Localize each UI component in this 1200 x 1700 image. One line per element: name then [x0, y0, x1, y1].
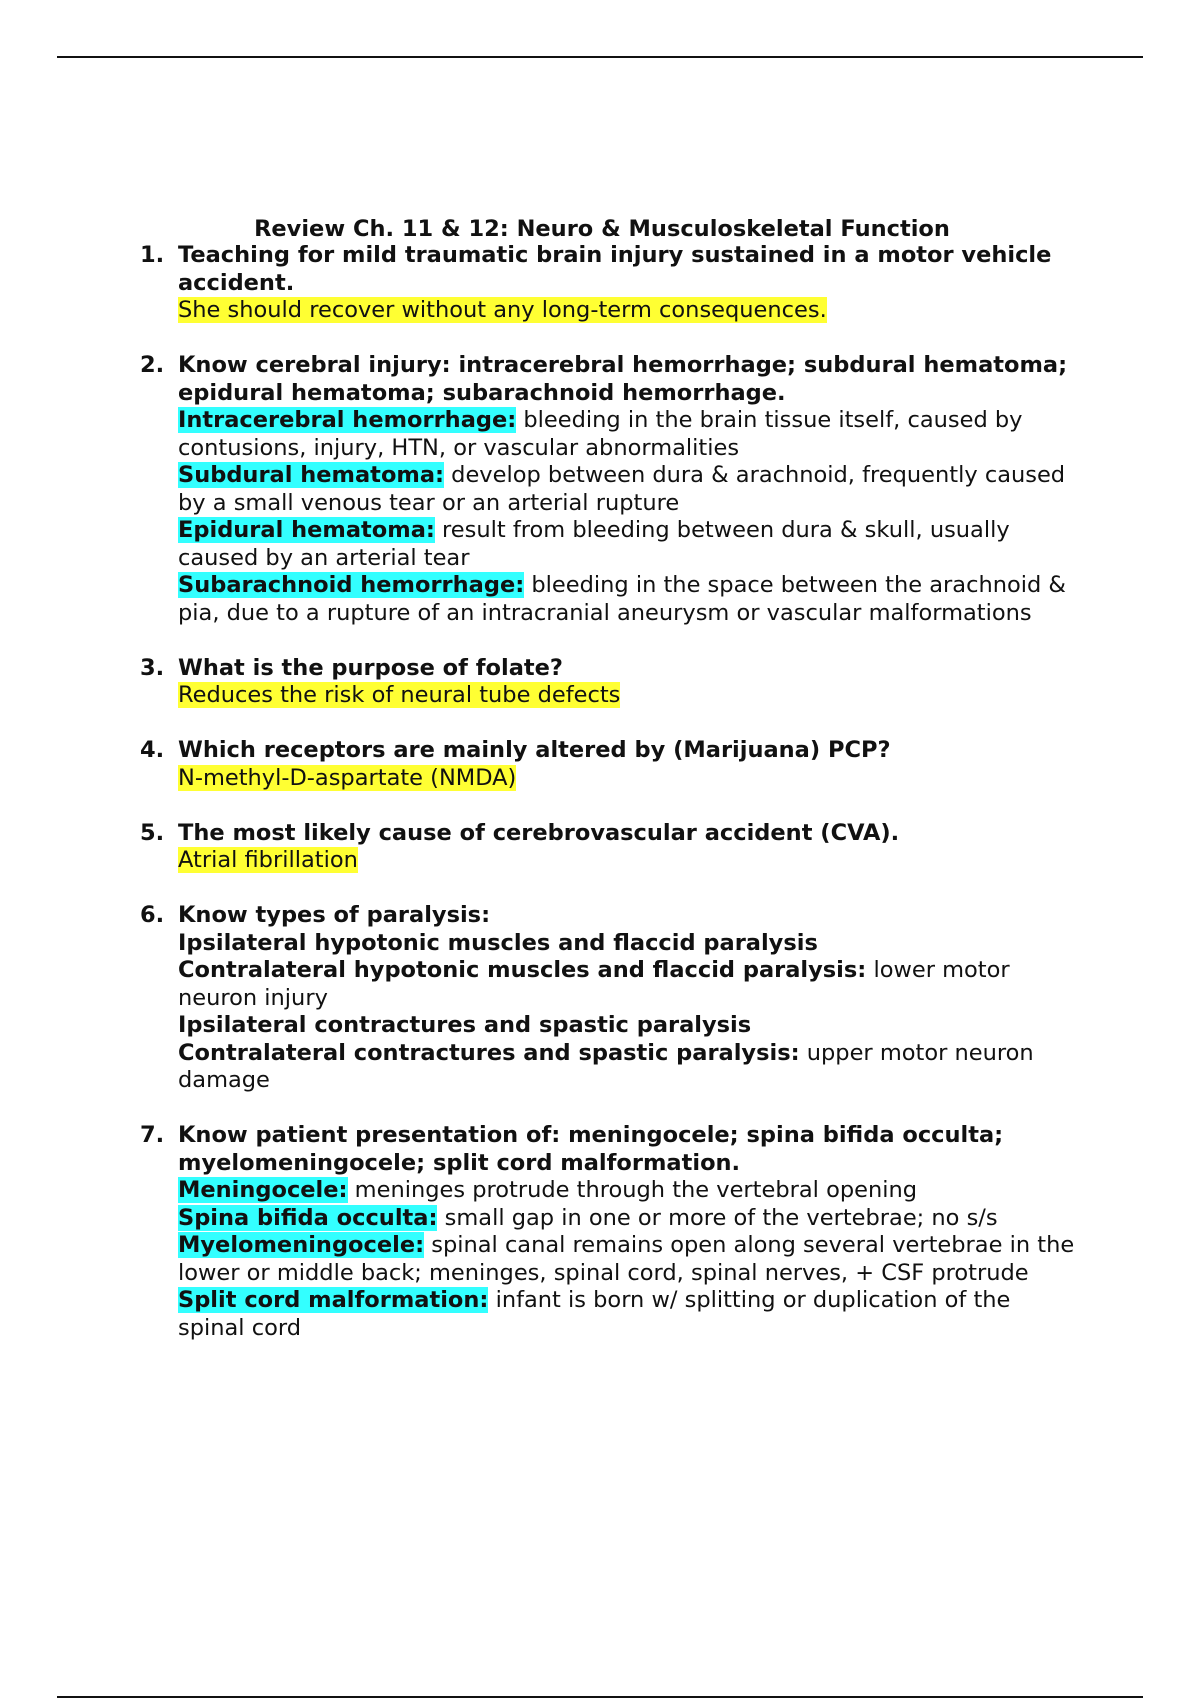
answer-line [178, 847, 1080, 875]
paralysis-line [178, 1040, 1080, 1095]
paralysis-term: Contralateral hypotonic muscles and flaccid paralysis: [178, 957, 867, 983]
question-item [140, 737, 1080, 792]
paralysis-line [178, 930, 1080, 958]
footer-rule [57, 1696, 1143, 1698]
question-number: 6. [140, 902, 165, 928]
paralysis-text: lower motor neuron injury [178, 957, 1010, 1011]
paralysis-term: Ipsilateral hypotonic muscles and flaccid paralysis [178, 929, 818, 956]
answer-line [178, 682, 1080, 710]
definition-term: Subdural hematoma: [178, 462, 445, 488]
definition-term: Split cord malformation: [178, 1287, 489, 1313]
definition-term: Subarachnoid hemorrhage: [178, 572, 525, 598]
question-item [140, 1122, 1080, 1342]
answer-line [178, 765, 1080, 793]
question-item [140, 352, 1080, 627]
answer-highlight: Reduces the risk of neural tube defects [178, 682, 621, 708]
question-item [140, 242, 1080, 325]
definition-line [178, 517, 1080, 572]
answer-highlight: She should recover without any long-term consequences. [178, 297, 827, 323]
question-item [140, 820, 1080, 875]
definition-term: Myelomeningocele: [178, 1232, 425, 1258]
definition-text: bleeding in the brain tissue itself, caused by contusions, injury, HTN, or vascular abnormalities [178, 407, 1023, 461]
definition-term: Epidural hematoma: [178, 517, 435, 543]
definition-text: spinal canal remains open along several vertebrae in the lower or middle back; meninges, spinal cord, spinal nerves, + CSF protrude [178, 1232, 1075, 1286]
answer-highlight: Atrial fibrillation [178, 847, 358, 873]
definition-text: meninges protrude through the vertebral opening [347, 1177, 918, 1203]
question-number: 1. [140, 242, 165, 268]
question-list [140, 242, 1080, 1370]
definition-line [178, 1287, 1080, 1342]
definition-term: Meningocele: [178, 1177, 348, 1203]
paralysis-line [178, 957, 1080, 1012]
paralysis-text: upper motor neuron damage [178, 1039, 1034, 1093]
definition-term: Intracerebral hemorrhage: [178, 407, 517, 433]
question-text: Know types of paralysis: [178, 902, 491, 928]
question-text: Which receptors are mainly altered by (Marijuana) PCP? [178, 737, 891, 763]
paralysis-line [178, 1012, 1080, 1040]
question-text: What is the purpose of folate? [178, 654, 563, 681]
definition-line [178, 462, 1080, 517]
question-number: 2. [140, 352, 165, 378]
definition-line [178, 407, 1080, 462]
question-number: 4. [140, 737, 165, 763]
paralysis-term: Ipsilateral contractures and spastic paralysis [178, 1012, 752, 1038]
definition-text: develop between dura & arachnoid, frequently caused by a small venous tear or an arterial rupture [178, 462, 1066, 516]
question-text: Teaching for mild traumatic brain injury sustained in a motor vehicle accident. [178, 242, 1052, 296]
definition-line [178, 572, 1080, 627]
definition-text: result from bleeding between dura & skull, usually caused by an arterial tear [178, 517, 1010, 571]
definition-text: small gap in one or more of the vertebrae; no s/s [437, 1204, 998, 1231]
definition-line [178, 1232, 1080, 1287]
answer-line [178, 297, 1080, 325]
question-text: Know cerebral injury: intracerebral hemorrhage; subdural hematoma; epidural hematoma; subarachnoid hemorrhage. [178, 352, 1068, 406]
definition-line [178, 1177, 1080, 1205]
definition-line [178, 1205, 1080, 1233]
question-item [140, 902, 1080, 1095]
paralysis-term: Contralateral contractures and spastic paralysis: [178, 1039, 800, 1066]
question-number: 3. [140, 654, 165, 681]
question-number: 7. [140, 1122, 165, 1148]
question-item [140, 655, 1080, 710]
definition-text: bleeding in the space between the arachnoid & pia, due to a rupture of an intracranial aneurysm or vascular malformations [178, 572, 1066, 626]
question-text: Know patient presentation of: meningocele; spina bifida occulta; myelomeningocele; split cord malformation. [178, 1122, 1004, 1176]
definition-term: Spina bifida occulta: [178, 1204, 438, 1231]
document-title: Review Ch. 11 & 12: Neuro & Musculoskeletal Function [254, 216, 950, 242]
question-text: The most likely cause of cerebrovascular accident (CVA). [178, 819, 900, 846]
header-rule [57, 56, 1143, 58]
definition-text: infant is born w/ splitting or duplication of the spinal cord [178, 1287, 1011, 1341]
answer-highlight: N-methyl-D-aspartate (NMDA) [178, 764, 517, 791]
question-number: 5. [140, 819, 165, 846]
